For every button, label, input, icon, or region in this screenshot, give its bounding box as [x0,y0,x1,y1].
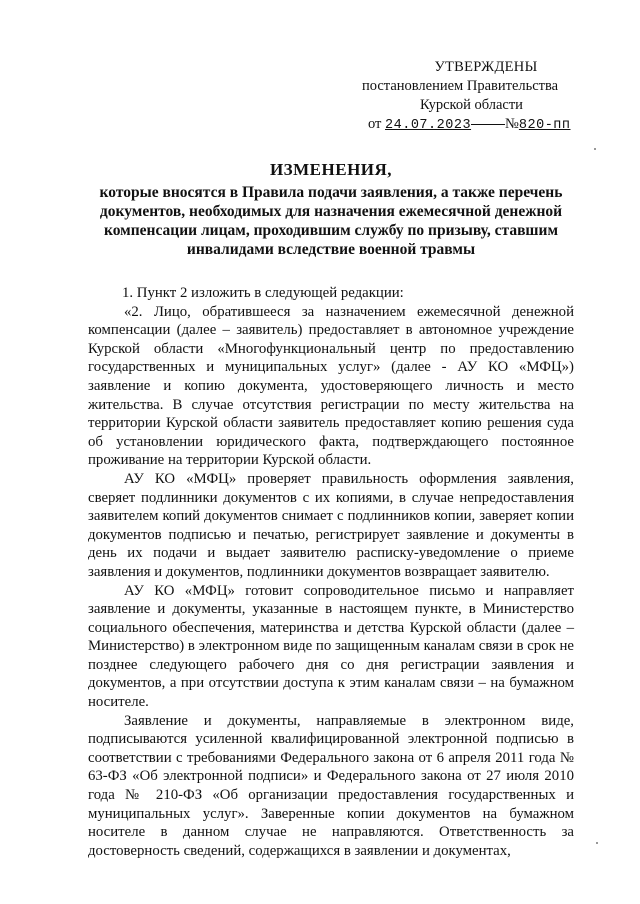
paragraph-1: 1. Пункт 2 изложить в следующей редакции: [122,285,404,301]
scan-speck [596,842,598,844]
approval-date-line [362,115,592,135]
document-body [88,284,574,860]
underline-gap [471,123,505,125]
paragraph-2: «2. Лицо, обратившееся за назначением ежемесячной денежной компенсации (далее – заявитель) предоставляет в автономное учреждение Курской области «Многофункциональный центр по предоставлению государственных и муниципальных услуг» (далее - АУ КО «МФЦ») заявление и копию документа, удостоверяющего личность и место жительства. В случае отсутствия регистрации по месту жительства на территории Курской области заявитель предоставляет копию решения суда об установлении юридического факта, подтверждающего постоянное проживание на территории Курской области. [88,303,574,469]
document-title [86,160,576,259]
approved-heading: УТВЕРЖДЕНЫ [434,59,538,75]
title-main: ИЗМЕНЕНИЯ, [269,160,393,179]
title-subtitle: которые вносятся в Правила подачи заявления, а также перечень документов, необходимых для назначения ежемесячной денежной компенсации лицам, проходившим службу по призыву, ставшим инвалидами вследствие военной травмы [99,184,563,258]
approval-number: 820-пп [518,118,571,133]
approval-line-2: Курской области [420,97,523,113]
approval-stamp-block [362,58,592,135]
paragraph-4: АУ КО «МФЦ» готовит сопроводительное письмо и направляет заявление и документы, указанные в настоящем пункте, в Министерство социального обеспечения, материнства и детства Курской области (далее – Министерство) в электронном виде по защищенным каналам связи в срок не позднее следующего рабочего дня со дня регистрации заявления и документов, а при отсутствии доступа к этим каналам связи – на бумажном носителе. [88,582,574,711]
approval-date: 24.07.2023 [385,118,472,133]
number-label: № [505,116,519,132]
paragraph-3: АУ КО «МФЦ» проверяет правильность оформления заявления, сверяет подлинники документов с их копиями, в случае непредоставления заявителем копий документов снимает с подлинников копии, заверяет копии документов подписью и печатью, регистрирует заявление и документы в день их подачи и выдает заявителю расписку-уведомление о приеме заявления и документов, подлинники документов возвращает заявителю. [88,470,574,580]
scan-speck [594,148,596,150]
approval-line-1: постановлением Правительства [362,78,559,94]
paragraph-5: Заявление и документы, направляемые в электронном виде, подписываются усиленной квалифицированной электронной подписью в соответствии с требованиями Федерального закона от 6 апреля 2011 года № 63-ФЗ «Об электронной подписи» и Федерального закона от 27 июля 2010 года № 210-ФЗ «Об организации предоставления государственных и муниципальных услуг». Заверенные копии документов на бумажном носителе в данном случае не направляются. Ответственность за достоверность сведений, содержащихся в заявлении и документах, [88,712,574,859]
from-label: от [368,116,382,132]
